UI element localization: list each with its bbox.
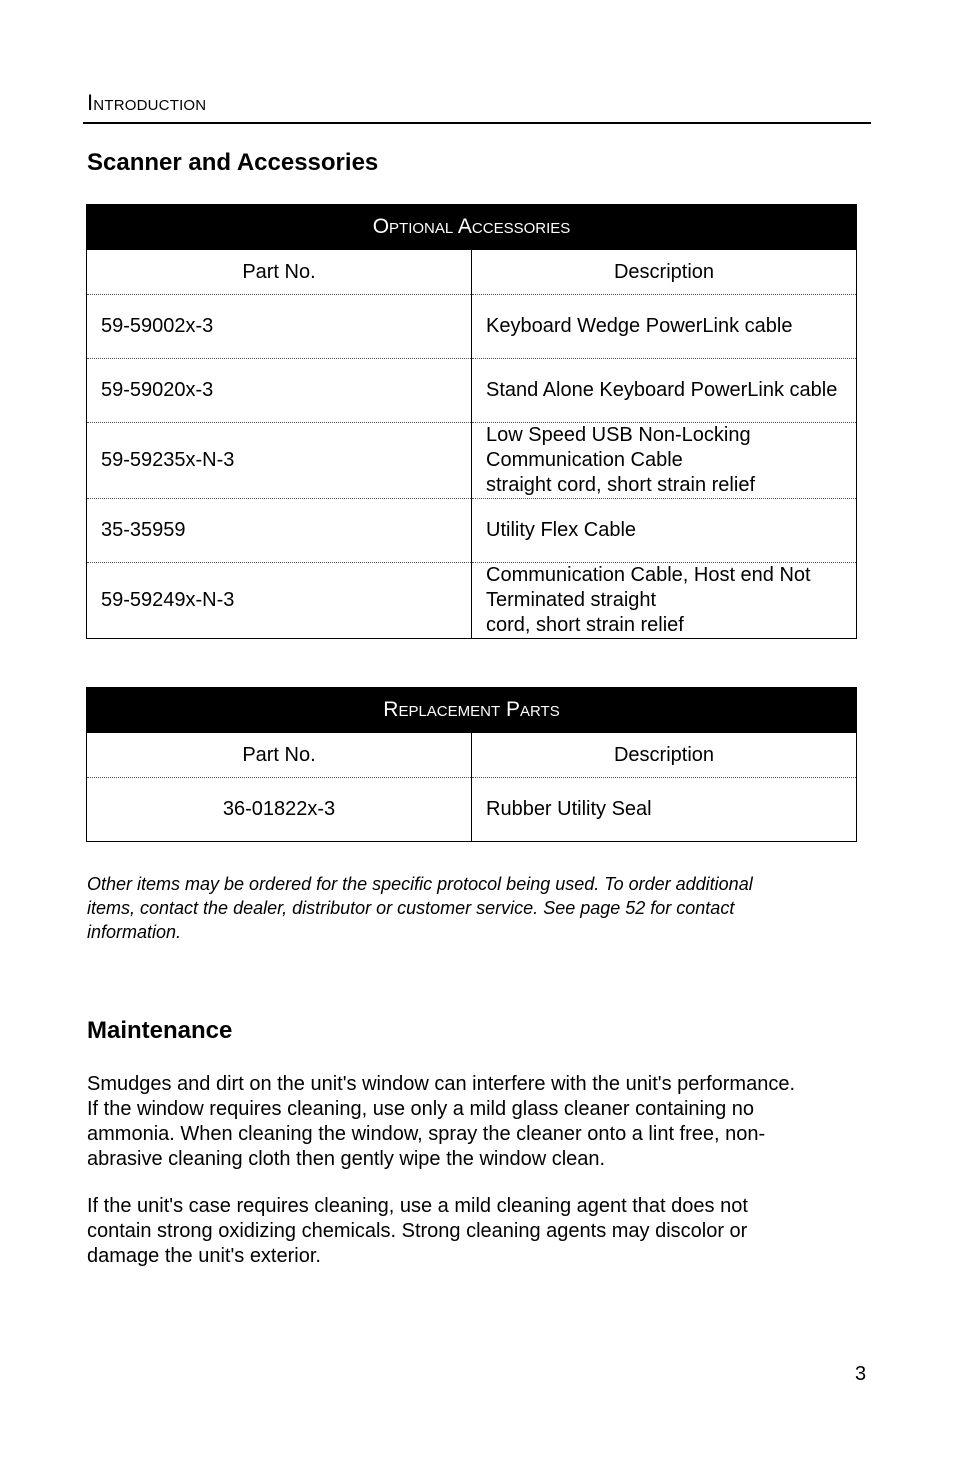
- note-line: items, contact the dealer, distributor or customer service. See page 52 for contact: [87, 898, 735, 918]
- page-number: 3: [855, 1363, 867, 1385]
- part-description: [472, 423, 857, 499]
- table-row: [87, 499, 857, 563]
- paragraph-line: Smudges and dirt on the unit's window can interfere with the unit's performance.: [87, 1073, 796, 1095]
- column-header-part-no: Part No.: [87, 250, 472, 295]
- note-line: information.: [87, 922, 182, 942]
- part-description: [472, 563, 857, 639]
- replacement-parts-table: [86, 687, 857, 842]
- part-number: 59-59020x-3: [87, 359, 472, 423]
- column-header-description: Description: [472, 733, 857, 778]
- description-line: Low Speed USB Non-Locking Communication Cable: [486, 424, 751, 471]
- paragraph-line: contain strong oxidizing chemicals. Strong cleaning agents may discolor or: [87, 1220, 748, 1242]
- part-description: Utility Flex Cable: [472, 499, 857, 563]
- paragraph-line: abrasive cleaning cloth then gently wipe the window clean.: [87, 1148, 606, 1170]
- part-description: Stand Alone Keyboard PowerLink cable: [472, 359, 857, 423]
- part-description: Rubber Utility Seal: [472, 778, 857, 842]
- description-line: straight cord, short strain relief: [486, 474, 755, 496]
- table-row: [87, 295, 857, 359]
- description-line: cord, short strain relief: [486, 614, 684, 636]
- ordering-note: [87, 872, 827, 944]
- note-line: Other items may be ordered for the specific protocol being used. To order additional: [87, 874, 753, 894]
- header-rule: [83, 122, 871, 124]
- table-row: [87, 359, 857, 423]
- paragraph-line: If the window requires cleaning, use only a mild glass cleaner containing no: [87, 1098, 755, 1120]
- table-caption: Optional Accessories: [87, 205, 857, 250]
- paragraph-line: damage the unit's exterior.: [87, 1245, 321, 1267]
- part-number: 59-59249x-N-3: [87, 563, 472, 639]
- part-number: 59-59002x-3: [87, 295, 472, 359]
- column-header-description: Description: [472, 250, 857, 295]
- part-number: 35-35959: [87, 499, 472, 563]
- column-header-part-no: Part No.: [87, 733, 472, 778]
- table-row: [87, 423, 857, 499]
- part-number: 59-59235x-N-3: [87, 423, 472, 499]
- maintenance-paragraph-window: [87, 1072, 862, 1172]
- running-head: Introduction: [87, 90, 207, 115]
- paragraph-line: If the unit's case requires cleaning, use a mild cleaning agent that does not: [87, 1195, 748, 1217]
- table-caption: Replacement Parts: [87, 688, 857, 733]
- part-number: 36-01822x-3: [87, 778, 472, 842]
- optional-accessories-table: [86, 204, 857, 639]
- part-description: Keyboard Wedge PowerLink cable: [472, 295, 857, 359]
- table-row: [87, 563, 857, 639]
- maintenance-paragraph-case: [87, 1194, 862, 1269]
- description-line: Communication Cable, Host end Not Terminated straight: [486, 564, 811, 611]
- paragraph-line: ammonia. When cleaning the window, spray the cleaner onto a lint free, non-: [87, 1123, 766, 1145]
- section-title-maintenance: Maintenance: [87, 1017, 233, 1044]
- table-row: [87, 778, 857, 842]
- section-title-accessories: Scanner and Accessories: [87, 149, 379, 176]
